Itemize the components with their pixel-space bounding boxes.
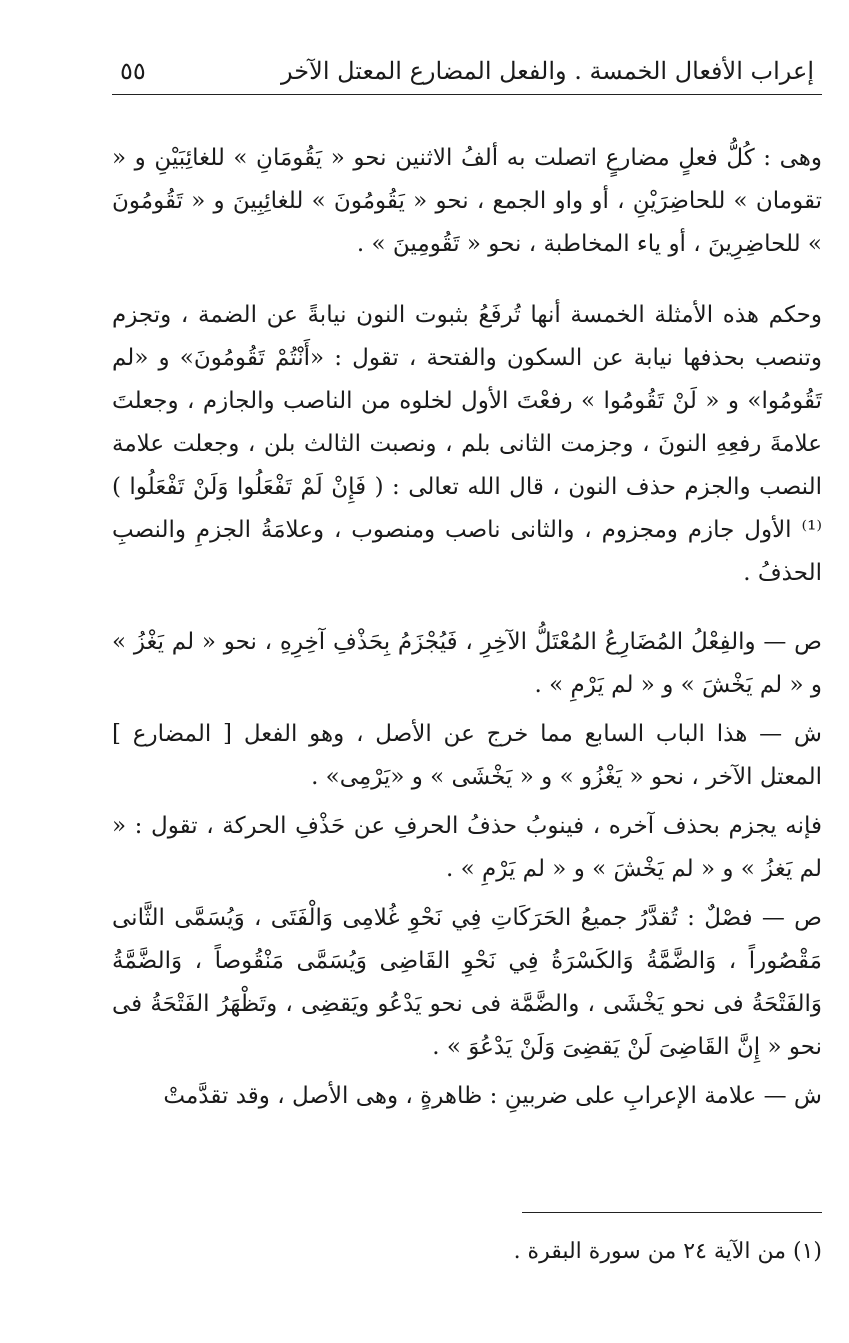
paragraph-commentary-weak-verb: ش — هذا الباب السابع مما خرج عن الأصل ، وهو الفعل [ المضارع ] المعتل الآخر ، نحو « يَغْزُو » و « يَخْشَى » و «يَرْمِى» . (112, 721, 822, 790)
paragraph-text-weak-verb: ص — والفِعْلُ المُضَارِعُ المُعْتَلُّ الآخِرِ ، فَيُجْزَمُ بِحَذْفِ آخِرِهِ ، نحو « لم يَغْزُ » و « لم يَخْشَ » و « لم يَرْمِ » . (112, 629, 822, 698)
paragraph-ruling: وحكم هذه الأمثلة الخمسة أنها تُرفَعُ بثبوت النون نيابةً عن الضمة ، وتجزم وتنصب بحذفها نيابة عن السكون والفتحة ، تقول : «أَنْتُمْ تَقُومُونَ» و «لم تَقُومُوا» و « لَنْ تَقُومُوا » رفعْتَ الأول لخلوه من الناصب والجازم ، وجعلتَ علامةَ رفعِهِ النونَ ، وجزمت الثانى بلم ، ونصبت الثالث بلن ، وجعلت علامة النصب والجزم حذف النون ، قال الله تعالى : ( فَإِنْ لَمْ تَفْعَلُوا وَلَنْ تَفْعَلُوا )⁽¹⁾ الأول جازم ومجزوم ، والثانى ناصب ومنصوب ، وعلامَةُ الجزمِ والنصبِ الحذفُ . (112, 302, 822, 586)
book-page (112, 48, 822, 1318)
page-number: ٥٥ (120, 57, 146, 85)
running-title: إعراب الأفعال الخمسة . والفعل المضارع المعتل الآخر (281, 57, 814, 85)
main-text (112, 137, 822, 1118)
paragraph-jazm-example: فإنه يجزم بحذف آخره ، فينوبُ حذفُ الحرفِ عن حَذْفِ الحركة ، تقول : « لم يَغزُ » و « لم يَخْشَ » و « لم يَرْمِ » . (112, 813, 822, 882)
page-header (112, 48, 822, 95)
paragraph-text-fasl: ص — فصْلٌ : تُقدَّرُ جميعُ الحَرَكَاتِ فِي نَحْوِ غُلامِى وَالْفَتَى ، وَيُسَمَّى الثَّانى مَقْصُوراً ، وَالضَّمَّةُ وَالكَسْرَةُ فِي نَحْوِ القَاضِى وَيُسَمَّى مَنْقُوصاً ، وَالضَّمَّةُ وَالفَتْحَةُ فى نحو يَخْشَى ، والضَّمَّة فى نحو يَدْعُو ويَقضِى ، وتَظْهَرُ الفَتْحَةُ فى نحو « إِنَّ القَاضِىَ لَنْ يَقضِىَ وَلَنْ يَدْعُوَ » . (112, 905, 822, 1060)
footnote: (١) من الآية ٢٤ من سورة البقرة . (513, 1239, 822, 1264)
paragraph-commentary-signs: ش — علامة الإعرابِ على ضربينِ : ظاهرةٍ ، وهى الأصل ، وقد تقدَّمتْ (163, 1083, 822, 1109)
paragraph-definition: وهى : كُلُّ فعلٍ مضارعٍ اتصلت به ألفُ الاثنين نحو « يَقُومَانِ » للغائِبَيْنِ و « تقومان » للحاضِرَيْنِ ، أو واو الجمع ، نحو « يَقُومُونَ » للغائِبِينَ و « تَقُومُونَ » للحاضِرِينَ ، أو ياء المخاطبة ، نحو « تَقُومِينَ » . (112, 145, 822, 257)
footnote-divider (522, 1212, 822, 1213)
